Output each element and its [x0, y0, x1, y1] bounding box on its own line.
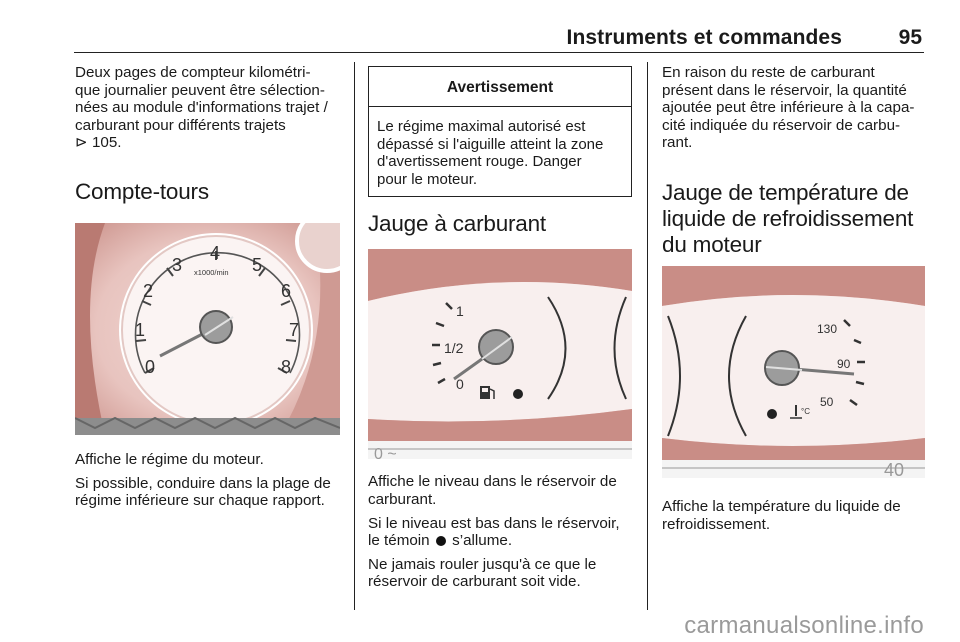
tach-unit-label: x1000/min: [194, 267, 229, 277]
tach-label-4: 4: [210, 242, 221, 263]
tachometer-illustration: [75, 223, 340, 435]
coolant-gauge-illustration: [662, 266, 925, 478]
column-divider-1: [354, 62, 355, 610]
column-divider-2: [647, 62, 648, 610]
temp-label-50: 50: [820, 394, 834, 409]
section-heading-fuel-gauge: Jauge à carburant: [368, 211, 546, 237]
fuel-warning-indicator: [513, 389, 523, 399]
section-heading-coolant-gauge: Jauge de température de liquide de refroidissement du moteur: [662, 179, 914, 257]
fuel-capacity-note: En raison du reste de carburant présent dans le réservoir, la quantité ajoutée peut être inférieure à la capa- cité indiquée du réservoir de carbu- rant.: [662, 64, 915, 152]
section-heading-tachometer: Compte-tours: [75, 178, 209, 204]
tachometer-advice: Si possible, conduire dans la plage de régime inférieure sur chaque rapport.: [75, 474, 331, 510]
fuel-gauge-illustration: [368, 249, 632, 459]
temp-warning-indicator: [767, 409, 777, 419]
warning-dot-icon: [436, 536, 446, 546]
page-number: 95: [898, 26, 922, 49]
warning-body: Le régime maximal autorisé est dépassé si l'aiguille atteint la zone d'avertissement rouge. Danger pour le moteur.: [377, 118, 604, 188]
temp-label-90: 90: [837, 356, 851, 371]
page-reference[interactable]: 105.: [91, 134, 122, 152]
page-ref-arrow-icon: ⊳: [75, 134, 88, 152]
column-3: [662, 64, 928, 533]
fuel-label-empty: 0: [456, 376, 464, 393]
column-1: [75, 64, 341, 510]
column-2: [368, 66, 634, 591]
fuel-gauge-description: Affiche le niveau dans le réservoir de carburant.: [368, 473, 617, 508]
fuel-label-half: 1/2: [444, 340, 464, 357]
fuel-empty-advice: Ne jamais rouler jusqu'à ce que le réservoir de carburant soit vide.: [368, 555, 597, 591]
tach-label-0: 0: [145, 356, 156, 377]
warning-title: Avertissement: [369, 67, 631, 107]
speed-readout: 40: [884, 459, 905, 478]
intro-paragraph: Deux pages de compteur kilométri- que journalier peuvent être sélection- nées au module d'informations trajet / carburant pour différents trajets ⊳ 105.: [75, 64, 328, 152]
tach-label-7: 7: [289, 319, 300, 340]
temp-unit-label: °C: [801, 406, 810, 416]
temp-label-130: 130: [817, 321, 838, 336]
header-rule: [74, 52, 924, 53]
tachometer-description: Affiche le régime du moteur.: [75, 450, 264, 468]
header-title: Instruments et commandes: [566, 26, 842, 49]
fuel-needle-hub: [479, 330, 513, 364]
tach-label-1: 1: [135, 319, 146, 340]
tach-label-3: 3: [172, 254, 183, 275]
svg-text:0 ~: 0 ~: [374, 446, 397, 460]
watermark: carmanualsonline.info: [684, 612, 924, 639]
fuel-label-full: 1: [456, 303, 464, 320]
tach-label-6: 6: [281, 280, 292, 301]
tach-label-2: 2: [143, 280, 154, 301]
tach-label-5: 5: [252, 254, 263, 275]
tach-label-8: 8: [281, 356, 292, 377]
page-header: [0, 0, 960, 52]
fuel-low-warning: Si le niveau est bas dans le réservoir, le témoin s’allume.: [368, 514, 620, 550]
warning-box: [368, 66, 632, 197]
coolant-gauge-description: Affiche la température du liquide de refroidissement.: [662, 497, 901, 533]
